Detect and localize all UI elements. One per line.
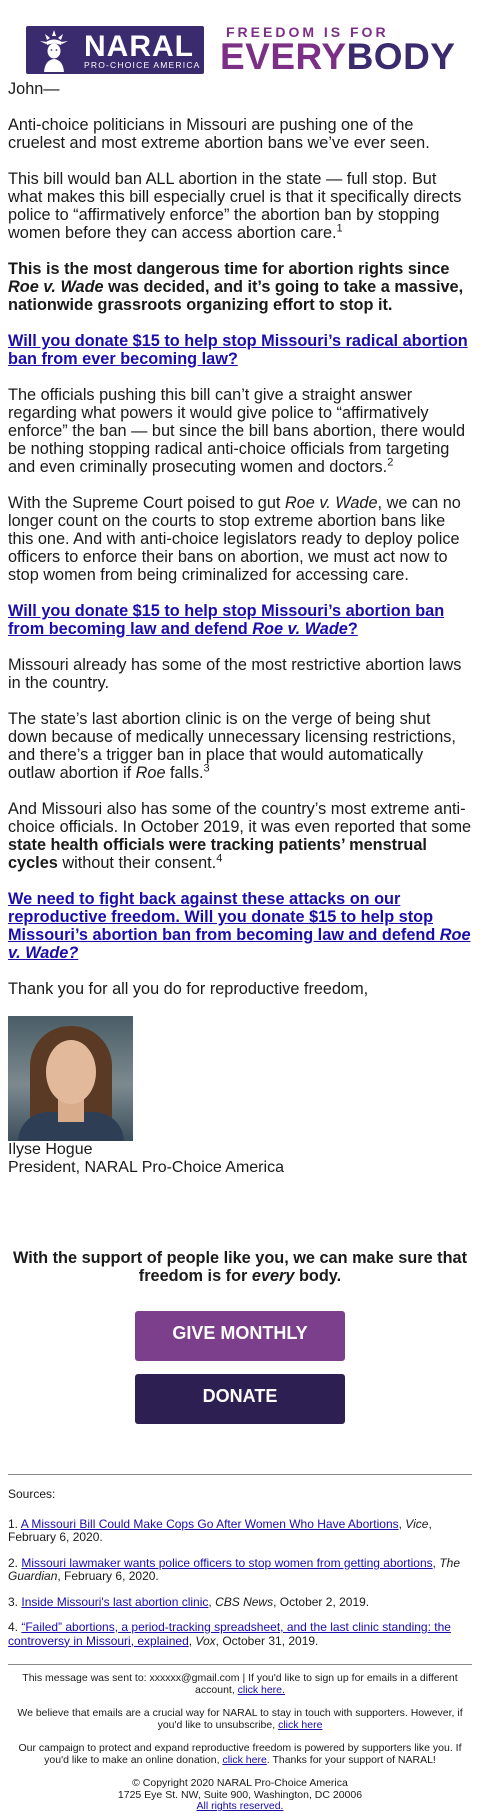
paragraph-8-bold: state health officials were tracking patients’ menstrual cycles <box>8 836 427 872</box>
source-number: 3. <box>8 1594 19 1609</box>
paragraph-2 <box>8 170 472 242</box>
signature-name: Ilyse Hogue <box>8 1141 93 1158</box>
support-text-every: every <box>251 1267 295 1285</box>
logo-subtitle: PRO-CHOICE AMERICA <box>84 60 201 70</box>
source-publication: Vox <box>195 1633 216 1648</box>
paragraph-6: Missouri already has some of the most restrictive abortion laws in the country. <box>8 656 462 692</box>
footer-donate <box>8 1743 472 1766</box>
tagline-top: FREEDOM IS FOR <box>226 24 389 40</box>
footnote-ref-4: 4 <box>216 852 223 865</box>
footer-address: 1725 Eye St. NW, Suite 900, Washington, DC 20006 <box>117 1788 363 1801</box>
donate-link-1-wrap <box>8 332 472 368</box>
source-link[interactable]: Inside Missouri's last abortion clinic <box>21 1594 209 1609</box>
donate-link-3-wrap <box>8 890 472 962</box>
tagline-every: EVERY <box>220 36 347 77</box>
source-number: 2. <box>8 1555 19 1570</box>
statue-of-liberty-icon <box>34 28 74 72</box>
footer-divider <box>8 1664 472 1665</box>
donate-link-2-roe: Roe v. Wade <box>252 620 348 638</box>
letter-body <box>0 80 480 1177</box>
paragraph-4 <box>8 386 472 476</box>
paragraph-3-roe: Roe v. Wade <box>8 278 104 296</box>
paragraph-3 <box>8 260 472 314</box>
source-link[interactable]: “Failed” abortions, a period-tracking spreadsheet, and the last clinic standing: the controversy in Missouri, explained <box>8 1620 451 1648</box>
source-date: , October 2, 2019. <box>273 1594 370 1609</box>
support-text-a: With the support of people like you, we can make sure that freedom is for <box>13 1249 467 1285</box>
donate-link-3-a: We need to fight back against these attacks on our reproductive freedom. Will you donate $15 to help stop Missouri’s abortion ban from becoming law and defend <box>8 890 440 944</box>
email-header <box>0 0 480 80</box>
footer-donate-link[interactable]: click here <box>222 1753 267 1766</box>
source-link[interactable]: A Missouri Bill Could Make Cops Go After Women Who Have Abortions <box>20 1516 399 1531</box>
signature-title: President, NARAL Pro-Choice America <box>8 1159 284 1176</box>
paragraph-1: Anti-choice politicians in Missouri are pushing one of the cruelest and most extreme abortion bans we’ve ever seen. <box>8 116 430 152</box>
photo-face <box>46 1040 96 1104</box>
footnote-ref-1: 1 <box>336 222 343 235</box>
paragraph-7-b: falls. <box>165 764 204 782</box>
paragraph-8 <box>8 800 472 872</box>
footer-unsubscribe-link[interactable]: click here <box>278 1718 323 1731</box>
source-publication: CBS News <box>215 1594 274 1609</box>
source-item: 1. A Missouri Bill Could Make Cops Go After Women Who Have Abortions, Vice, February 6, 2020. <box>8 1516 432 1544</box>
paragraph-8-b: without their consent. <box>57 854 217 872</box>
paragraph-3-b: was decided, and it’s going to take a massive, nationwide grassroots organizing effort to stop it. <box>8 278 464 314</box>
naral-logo[interactable] <box>26 26 204 74</box>
source-item: 2. Missouri lawmaker wants police officers to stop women from getting abortions, The Guardian, February 6, 2020. <box>8 1555 461 1583</box>
source-publication: Vice <box>405 1516 429 1531</box>
source-date: , February 6, 2020. <box>57 1569 159 1583</box>
footer-signup-link[interactable]: click here. <box>237 1683 285 1696</box>
footer-rights-link[interactable]: All rights reserved. <box>196 1800 284 1812</box>
paragraph-3-a: This is the most dangerous time for abortion rights since <box>8 260 450 278</box>
donate-link-2-a: Will you donate $15 to help stop Missouri’s abortion ban from becoming law and defend <box>8 602 445 638</box>
source-item: 3. Inside Missouri's last abortion clinic, CBS News, October 2, 2019. <box>8 1594 370 1609</box>
paragraph-7-a: The state’s last abortion clinic is on the verge of being shut down because of medically unnecessary licensing restrictions, and there’s a trigger ban in place that would automatically outlaw abortion if <box>8 710 456 782</box>
source-number: 1. <box>8 1516 19 1531</box>
donate-link-2-b: ? <box>347 620 358 638</box>
paragraph-5 <box>8 494 472 584</box>
paragraph-5-roe: Roe v. Wade <box>284 494 378 512</box>
email-footer <box>0 1673 480 1813</box>
give-monthly-button[interactable]: GIVE MONTHLY <box>135 1311 345 1361</box>
footer-copyright: © Copyright 2020 NARAL Pro-Choice America <box>132 1777 348 1789</box>
paragraph-8-a: And Missouri also has some of the country’s most extreme anti-choice officials. In October 2019, it was even reported that some <box>8 800 472 836</box>
salutation: John— <box>8 80 60 98</box>
sources-label: Sources: <box>8 1487 56 1501</box>
paragraph-9: Thank you for all you do for reproductive freedom, <box>8 980 369 998</box>
donate-link-1[interactable]: Will you donate $15 to help stop Missouri’s radical abortion ban from ever becoming law? <box>8 332 468 368</box>
logo-wordmark: NARAL <box>84 30 194 63</box>
source-date: , October 31, 2019. <box>215 1633 319 1648</box>
footer-donate-text-a: Our campaign to protect and expand reproductive freedom is powered by supporters like you. If you'd like to make an online donation, <box>18 1742 462 1766</box>
source-link[interactable]: Missouri lawmaker wants police officers to stop women from getting abortions <box>21 1555 433 1570</box>
paragraph-5-a: With the Supreme Court poised to gut <box>8 494 285 512</box>
paragraph-5-b: , we can no longer count on the courts to stop extreme abortion bans like this one. And with anti-choice legislators ready to deploy police officers to enforce their bans on abortion, we must act now to stop women from being criminalized for accessing care. <box>8 494 461 584</box>
source-number: 4. <box>8 1620 19 1634</box>
footer-unsubscribe-text: We believe that emails are a crucial way for NARAL to stay in touch with supporters. However, if you'd like to unsubscribe, <box>17 1707 463 1731</box>
donate-button[interactable]: DONATE <box>135 1374 345 1424</box>
donate-link-3[interactable] <box>8 890 471 962</box>
footer-sent-to <box>8 1673 472 1696</box>
paragraph-2-text: This bill would ban ALL abortion in the state — full stop. But what makes this bill especially cruel is that it specifically directs police to “affirmatively enforce” the abortion ban by stopping women before they can access abortion care. <box>8 170 462 242</box>
source-date: , February 6, 2020. <box>8 1516 432 1544</box>
sources-section <box>0 1488 480 1648</box>
footer-rights-wrap <box>8 1801 472 1813</box>
support-message <box>0 1249 480 1285</box>
paragraph-7-roe: Roe <box>135 764 166 782</box>
donate-link-3-roe: Roe v. Wade? <box>8 926 471 962</box>
paragraph-4-text: The officials pushing this bill can’t give a straight answer regarding what powers it would give police to “affirmatively enforce” the ban — but since the bill bans abortion, there would be nothing stopping radical anti-choice officials from targeting and even criminally prosecuting women and doctors. <box>8 386 466 476</box>
footer-unsubscribe <box>8 1708 472 1731</box>
footer-sent-to-text: This message was sent to: xxxxxx@gmail.com | If you'd like to sign up for emails in a different account, <box>22 1672 458 1696</box>
donate-link-2-wrap <box>8 602 472 638</box>
footnote-ref-3: 3 <box>203 762 210 775</box>
divider <box>8 1474 472 1475</box>
donate-link-2[interactable] <box>8 602 444 638</box>
footnote-ref-2: 2 <box>387 456 394 469</box>
paragraph-7 <box>8 710 472 782</box>
tagline-body: BODY <box>346 36 456 77</box>
signature-photo <box>8 1016 133 1141</box>
footer-donate-text-b: . Thanks for your support of NARAL! <box>266 1753 436 1766</box>
support-text-b: body. <box>294 1267 342 1285</box>
source-publication: The Guardian <box>8 1555 461 1583</box>
source-item: 4. “Failed” abortions, a period-tracking spreadsheet, and the last clinic standing: the controversy in Missouri, explained, Vox, October 31, 2019. <box>8 1620 451 1648</box>
tagline-everybody <box>220 38 455 75</box>
